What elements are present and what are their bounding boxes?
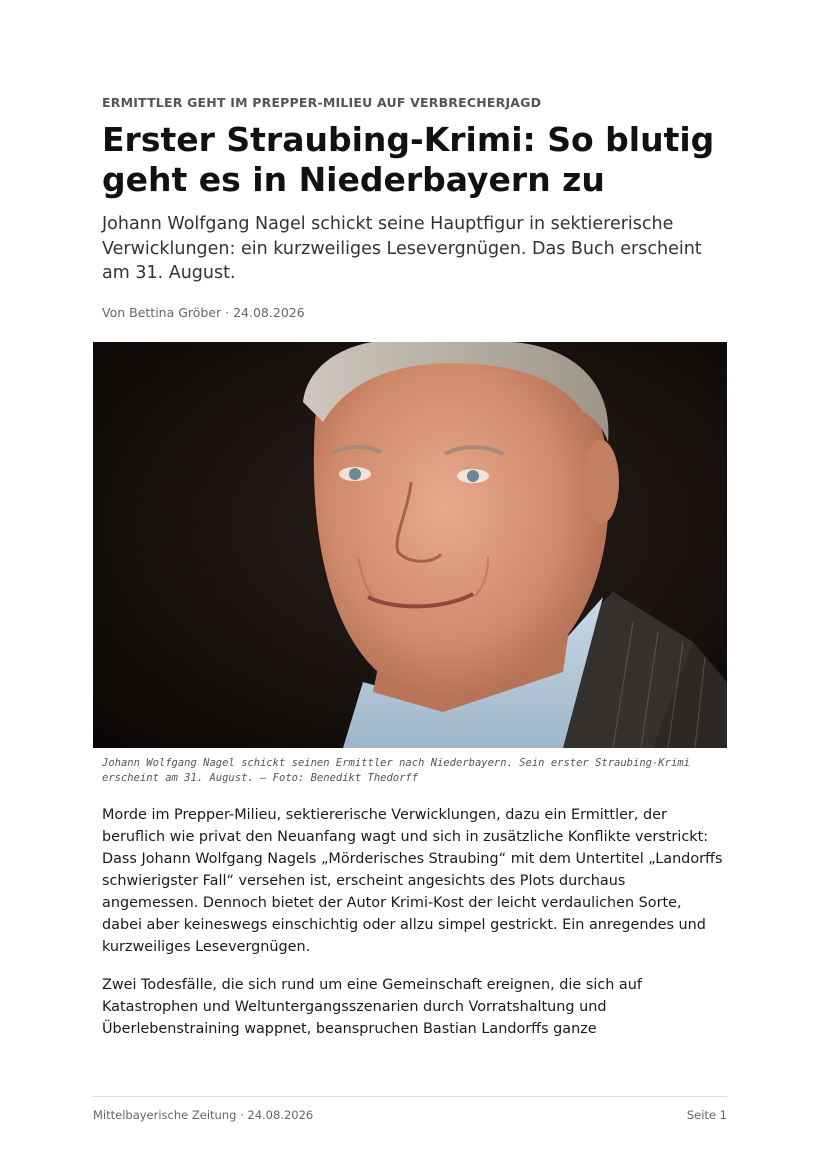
footer-page-number: Seite 1	[686, 1108, 727, 1122]
article-kicker: ERMITTLER GEHT IM PREPPER-MILIEU AUF VERBRECHERJAGD	[102, 95, 542, 110]
article-byline: Von Bettina Gröber · 24.08.2026	[102, 305, 305, 320]
portrait-photo-icon	[93, 342, 727, 748]
article-headline: Erster Straubing-Krimi: So blutig geht es in Niederbayern zu	[102, 120, 715, 199]
article-paragraph: Zwei Todesfälle, die sich rund um eine Gemeinschaft ereignen, die sich auf Katastrophen und Weltuntergangsszenarien durch Vorratshaltung und Überlebenstraining wappnet, beanspruchen Bastian Landorffs ganze	[102, 977, 642, 1037]
article-lead: Johann Wolfgang Nagel schickt seine Hauptfigur in sektiererische Verwicklungen: ein kurzweiliges Lesevergnügen. Das Buch erscheint am 31. August.	[102, 214, 702, 283]
photo-caption: Johann Wolfgang Nagel schickt seinen Ermittler nach Niederbayern. Sein erster Straubing-Krimi erscheint am 31. August. – Foto: Benedikt Thedorff	[102, 757, 690, 784]
article-paragraph: Morde im Prepper-Milieu, sektiererische Verwicklungen, dazu ein Ermittler, der beruflich wie privat den Neuanfang wagt und sich in zusätzliche Konflikte verstrickt: Dass Johann Wolfgang Nagels „Mörderisches Straubing“ mit dem Untertitel „Landorffs schwierigster Fall“ versehen ist, erscheint angesichts des Plots durchaus angemessen. Dennoch bietet der Autor Krimi-Kost der leicht verdaulichen Sorte, dabei aber keineswegs einschichtig oder allzu simpel gestrickt. Ein anregendes und kurzweiliges Lesevergnügen.	[102, 807, 723, 955]
footer-divider	[93, 1096, 727, 1097]
article-photo	[93, 342, 727, 748]
footer-publication: Mittelbayerische Zeitung · 24.08.2026	[93, 1108, 314, 1122]
